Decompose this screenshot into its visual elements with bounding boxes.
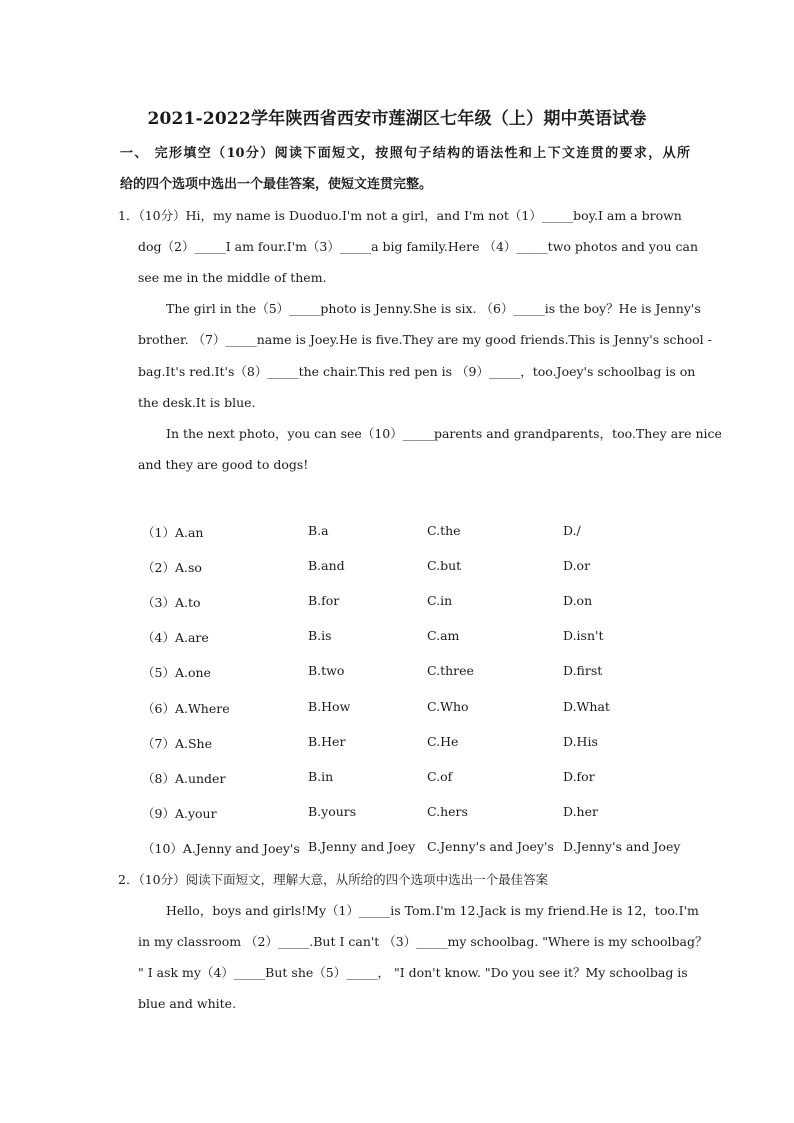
- option-row: [0, 523, 794, 545]
- option-b[interactable]: B.How: [308, 699, 351, 714]
- option-a[interactable]: （10）A.Jenny and Joey's: [142, 841, 300, 856]
- option-d[interactable]: D.or: [563, 558, 591, 573]
- question-2-line-3: " I ask my（4）_____But she（5）_____， "I don't know. "Do you see it？My schoolbag is: [138, 965, 688, 980]
- option-b[interactable]: B.Her: [308, 734, 346, 749]
- option-b[interactable]: B.a: [308, 523, 329, 538]
- option-c[interactable]: C.in: [427, 593, 453, 608]
- option-a[interactable]: （3）A.to: [142, 595, 201, 610]
- question-1-line-9: and they are good to dogs!: [138, 457, 309, 472]
- option-d[interactable]: D.isn't: [563, 628, 604, 643]
- option-b[interactable]: B.Jenny and Joey: [308, 839, 416, 854]
- option-row: [0, 593, 794, 615]
- option-c[interactable]: C.He: [427, 734, 459, 749]
- option-a[interactable]: （5）A.one: [142, 665, 211, 680]
- option-a[interactable]: （2）A.so: [142, 560, 202, 575]
- option-d[interactable]: D.Jenny's and Joey: [563, 839, 681, 854]
- question-1-line-4: The girl in the（5）_____photo is Jenny.She is six. （6）_____is the boy？He is Jenny's: [166, 301, 701, 316]
- option-c[interactable]: C.am: [427, 628, 460, 643]
- question-2-line-2: in my classroom （2）_____.But I can't （3）_____my schoolbag. "Where is my schoolbag？: [138, 934, 708, 949]
- option-d[interactable]: D.her: [563, 804, 598, 819]
- option-row: [0, 839, 794, 861]
- question-1-line-1: 1．（10分）Hi，my name is Duoduo.I'm not a girl，and I'm not（1）_____boy.I am a brown: [118, 208, 682, 223]
- section-heading-line-2: 给的四个选项中选出一个最佳答案，使短文连贯完整。: [120, 177, 433, 192]
- option-a[interactable]: （6）A.Where: [142, 701, 230, 716]
- question-1-line-3: see me in the middle of them.: [138, 270, 327, 285]
- option-d[interactable]: D.on: [563, 593, 593, 608]
- question-1-line-5: brother. （7）_____name is Joey.He is five.They are my good friends.This is Jenny's school -: [138, 332, 712, 347]
- option-b[interactable]: B.yours: [308, 804, 357, 819]
- option-a[interactable]: （4）A.are: [142, 630, 209, 645]
- option-d[interactable]: D./: [563, 523, 581, 538]
- option-a[interactable]: （9）A.your: [142, 806, 217, 821]
- option-c[interactable]: C.Jenny's and Joey's: [427, 839, 554, 854]
- question-1-line-7: the desk.It is blue.: [138, 395, 256, 410]
- option-row: [0, 769, 794, 791]
- option-row: [0, 699, 794, 721]
- section-heading-line-1: 一、 完形填空（10分）阅读下面短文，按照句子结构的语法性和上下文连贯的要求，从所: [120, 146, 690, 161]
- option-a[interactable]: （8）A.under: [142, 771, 226, 786]
- option-b[interactable]: B.and: [308, 558, 345, 573]
- section-heading: [120, 138, 690, 200]
- question-1-line-6: bag.It's red.It's（8）_____the chair.This red pen is （9）_____，too.Joey's schoolbag is on: [138, 364, 696, 379]
- question-1-line-2: dog（2）_____I am four.I'm（3）_____a big family.Here （4）_____two photos and you can: [138, 239, 699, 254]
- option-row: [0, 734, 794, 756]
- page-title: 2021-2022学年陕西省西安市莲湖区七年级（上）期中英语试卷: [147, 109, 647, 129]
- option-row: [0, 663, 794, 685]
- option-d[interactable]: D.first: [563, 663, 603, 678]
- option-a[interactable]: （7）A.She: [142, 736, 212, 751]
- option-d[interactable]: D.What: [563, 699, 610, 714]
- option-c[interactable]: C.hers: [427, 804, 468, 819]
- option-b[interactable]: B.is: [308, 628, 332, 643]
- option-a[interactable]: （1）A.an: [142, 525, 204, 540]
- question-1-line-8: In the next photo，you can see（10）_____parents and grandparents，too.They are nice: [166, 426, 722, 441]
- option-c[interactable]: C.Who: [427, 699, 469, 714]
- option-row: [0, 558, 794, 580]
- option-c[interactable]: C.but: [427, 558, 462, 573]
- option-c[interactable]: C.the: [427, 523, 461, 538]
- option-c[interactable]: C.of: [427, 769, 453, 784]
- option-b[interactable]: B.for: [308, 593, 340, 608]
- question-2-heading: 2．（10分）阅读下面短文，理解大意，从所给的四个选项中选出一个最佳答案: [118, 872, 549, 887]
- option-d[interactable]: D.His: [563, 734, 598, 749]
- option-row: [0, 628, 794, 650]
- option-b[interactable]: B.in: [308, 769, 334, 784]
- option-d[interactable]: D.for: [563, 769, 595, 784]
- option-c[interactable]: C.three: [427, 663, 474, 678]
- option-row: [0, 804, 794, 826]
- option-b[interactable]: B.two: [308, 663, 345, 678]
- question-2-line-1: Hello，boys and girls!My（1）_____is Tom.I'm 12.Jack is my friend.He is 12，too.I'm: [166, 903, 699, 918]
- question-2-line-4: blue and white.: [138, 996, 237, 1011]
